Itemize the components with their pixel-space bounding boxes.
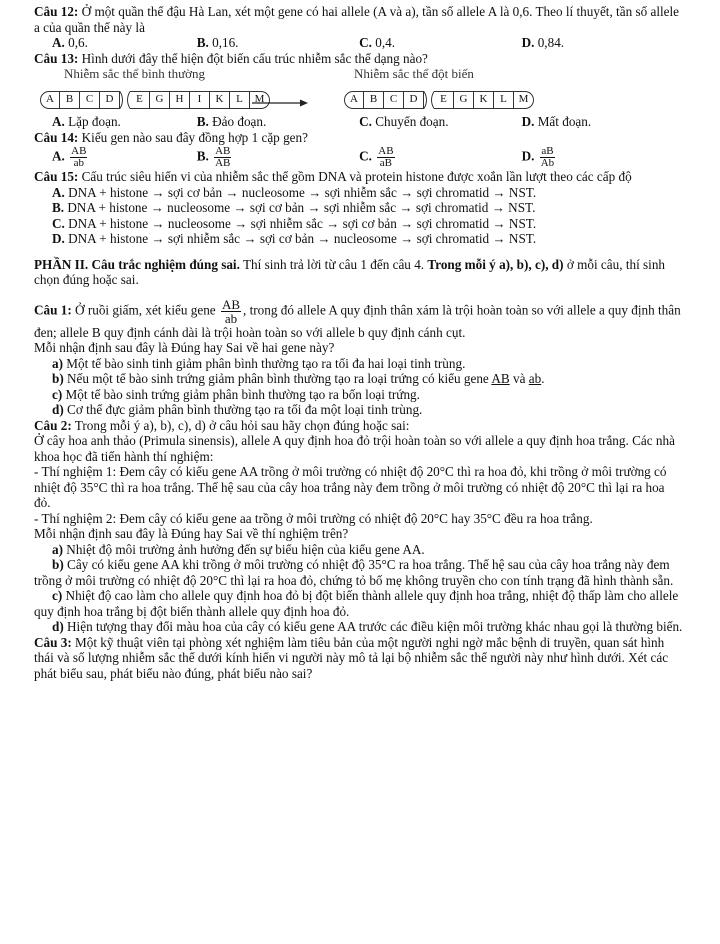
genotype-fraction: $\frac{aB}{Ab}$ [540, 144, 555, 169]
option-c[interactable]: C. 0,4. [359, 35, 396, 50]
genotype-fraction: $\frac{AB}{aB}$ [378, 144, 394, 169]
option-d[interactable]: D. 0,84. [521, 35, 565, 50]
gene-segment: L [230, 91, 250, 109]
centromere [120, 91, 130, 109]
genotype-fraction: $\frac{AB}{ab}$ [71, 144, 87, 169]
normal-chromosome [40, 90, 270, 110]
exam-page [34, 4, 684, 681]
centromere [424, 91, 434, 109]
gene-segment: A [344, 91, 364, 109]
gene-segment: E [130, 91, 150, 109]
gene-segment: G [150, 91, 170, 109]
options-row [34, 35, 684, 51]
question-text: Ở một quần thể đậu Hà Lan, xét một gene có hai allele (A và a), tần số allele A là 0,6. Theo lí thuyết, tần số allele a của quần thể này là [34, 4, 680, 35]
normal-chromosome-label: Nhiễm sắc thể bình thường [64, 66, 206, 81]
genotype-fraction: $\frac{AB}{ab}$ [221, 296, 241, 326]
question-label: Câu 15: [34, 169, 79, 184]
gene-segment: A [40, 91, 60, 109]
option-a[interactable]: A. DNA + histone → sợi cơ bản → nucleosome → sợi nhiễm sắc → sợi chromatid → NST. [52, 184, 537, 200]
question-12 [34, 4, 684, 35]
question-label: Câu 2: [34, 417, 72, 433]
option-a[interactable]: A. 0,6. [52, 35, 88, 50]
gene-segment: E [434, 91, 454, 109]
gene-segment: G [454, 91, 474, 109]
question-13 [34, 51, 684, 67]
gene-segment: I [190, 91, 210, 109]
mutant-chromosome-label: Nhiễm sắc thể đột biến [354, 66, 474, 81]
statement-b[interactable]: b) Nếu một tế bào sinh trứng giảm phân bình thường tạo ra loại trứng có kiểu gene AB và ab. [52, 371, 545, 386]
option-d[interactable]: D. Mất đoạn. [521, 114, 592, 129]
experiment-2: - Thí nghiệm 2: Đem cây có kiểu gene aa trồng ở môi trường có nhiệt độ 20°C hay 35°C đều ra hoa trắng. [34, 510, 593, 526]
question-label: Câu 12: [34, 4, 79, 19]
statement-d[interactable]: d) Hiện tượng thay đổi màu hoa của cây có kiểu gene AA trước các điều kiện môi trường khác nhau gọi là thường biến. [52, 619, 683, 634]
question-text: Hình dưới đây thể hiện đột biến cấu trúc nhiễm sắc thể dạng nào? [78, 50, 428, 66]
option-b[interactable]: B. $\frac{AB}{AB}$ [196, 144, 231, 169]
gene-segment: L [494, 91, 514, 109]
gene-segment: C [80, 91, 100, 109]
statement-c[interactable]: c) Nhiệt độ cao làm cho allele quy định hoa đỏ bị đột biến thành allele quy định hoa trắng, nhiệt độ thấp làm cho allele quy định hoa trắng bị đột biến thành allele quy định hoa đỏ. [34, 588, 679, 619]
option-b[interactable]: B. Đảo đoạn. [196, 114, 267, 129]
option-c[interactable]: C. DNA + histone → nucleosome → sợi nhiễm sắc → sợi cơ bản → sợi chromatid → NST. [52, 215, 537, 231]
statement-a[interactable]: a) Một tế bào sinh tinh giảm phân bình thường tạo ra tối đa hai loại tinh trùng. [52, 355, 466, 371]
arrow-icon [252, 99, 308, 107]
part2-question-1: Câu 1: Ở ruồi giấm, xét kiểu gene $\frac{AB}{ab}$ , trong đó allele A quy định thân xám là trội hoàn toàn so với allele a quy định thân đen; allele B quy định cánh dài là trội hoàn toàn so với allele b quy định cánh cụt. [34, 296, 681, 340]
option-a[interactable]: A. $\frac{AB}{ab}$ [52, 144, 87, 169]
option-c[interactable]: C. $\frac{AB}{aB}$ [359, 144, 394, 169]
option-d[interactable]: D. $\frac{aB}{Ab}$ [521, 144, 555, 169]
gene-segment: B [60, 91, 80, 109]
option-b[interactable]: B. DNA + histone → nucleosome → sợi cơ bản → sợi nhiễm sắc → sợi chromatid → NST. [52, 200, 536, 215]
question-label: Câu 1: [34, 302, 72, 318]
question-label: Câu 3: [34, 634, 72, 650]
part2-header: PHẦN II. Câu trắc nghiệm đúng sai. Thí sinh trả lời từ câu 1 đến câu 4. Trong mỗi ý a), b), c), d) ở mỗi câu, thí sinh chọn đúng hoặc sai. [34, 256, 666, 287]
option-c[interactable]: C. Chuyển đoạn. [359, 114, 449, 129]
options-row [34, 114, 684, 130]
genotype-fraction: $\frac{AB}{AB}$ [215, 144, 231, 169]
option-b[interactable]: B. 0,16. [196, 35, 239, 50]
statement-d[interactable]: d) Cơ thể đực giảm phân bình thường tạo ra tối đa một loại tinh trùng. [52, 402, 423, 417]
gene-segment: K [210, 91, 230, 109]
part2-heading: PHẦN II. Câu trắc nghiệm đúng sai. [34, 256, 240, 272]
question-label: Câu 13: [34, 50, 79, 66]
gene-segment: B [364, 91, 384, 109]
question-text: Cấu trúc siêu hiển vi của nhiễm sắc thể gồm DNA và protein histone được xoắn lần lượt theo các cấp độ [78, 169, 632, 184]
gene-segment: H [170, 91, 190, 109]
question-15 [34, 169, 684, 185]
question-text: Kiểu gen nào sau đây đồng hợp 1 cặp gen? [78, 129, 308, 145]
part2-question-3: Câu 3: Một kỹ thuật viên tại phòng xét nghiệm làm tiêu bản của một người nghi ngờ mắc bệnh di truyền, quan sát hình thái và số lượng nhiễm sắc thể dưới kính hiển vi người này mô tả lại bộ nhiễm sắc thể người này như hình dưới. Xét các phát biểu sau, phát biểu nào đúng, phát biểu nào sai? [34, 634, 669, 681]
gene-segment: M [514, 91, 534, 109]
gene-segment: M [250, 91, 270, 109]
question-intro: Ở cây hoa anh thảo (Primula sinensis), allele A quy định hoa đỏ trội hoàn toàn so với allele a quy định hoa trắng. Các nhà khoa học đã tiến hành thí nghiệm: [34, 433, 675, 464]
chromosome-figure [34, 66, 684, 114]
gene-segment: D [100, 91, 120, 109]
experiment-1: - Thí nghiệm 1: Đem cây có kiểu gene AA trồng ở môi trường có nhiệt độ 20°C thì ra hoa đỏ, khi trồng ở môi trường có nhiệt độ 35°C thì ra hoa trắng. Thế hệ sau của cây hoa trắng này đem trồng ở môi trường có nhiệt độ 20°C thì lại ra hoa đỏ. [34, 464, 667, 510]
gene-segment: D [404, 91, 424, 109]
statement-c[interactable]: c) Một tế bào sinh trứng giảm phân bình thường tạo ra bốn loại trứng. [52, 386, 420, 402]
mutant-chromosome [344, 90, 534, 110]
question-14 [34, 130, 684, 146]
gene-segment: K [474, 91, 494, 109]
options-row [34, 145, 684, 169]
part2-question-2: Câu 2: Trong mỗi ý a), b), c), d) ở câu hỏi sau hãy chọn đúng hoặc sai: [34, 417, 410, 433]
option-d[interactable]: D. DNA + histone → sợi nhiễm sắc → sợi cơ bản → nucleosome → sợi chromatid → NST. [52, 231, 537, 246]
option-a[interactable]: A. Lặp đoạn. [52, 114, 121, 129]
statement-a[interactable]: a) Nhiệt độ môi trường ảnh hưởng đến sự biểu hiện của kiểu gene AA. [52, 541, 425, 557]
question-prompt: Mỗi nhận định sau đây là Đúng hay Sai về hai gene này? [34, 340, 335, 355]
question-label: Câu 14: [34, 129, 79, 145]
gene-segment: C [384, 91, 404, 109]
question-prompt: Mỗi nhận định sau đây là Đúng hay Sai về thí nghiệm trên? [34, 526, 349, 541]
statement-b[interactable]: b) Cây có kiểu gene AA khi trồng ở môi trường có nhiệt độ 35°C ra hoa trắng. Thế hệ sau của cây hoa trắng này đem trồng ở môi trường có nhiệt độ 20°C thì lại ra hoa đỏ, chứng tỏ bố mẹ không truyền cho con tính trạng đã hình thành sẵn. [34, 557, 674, 588]
